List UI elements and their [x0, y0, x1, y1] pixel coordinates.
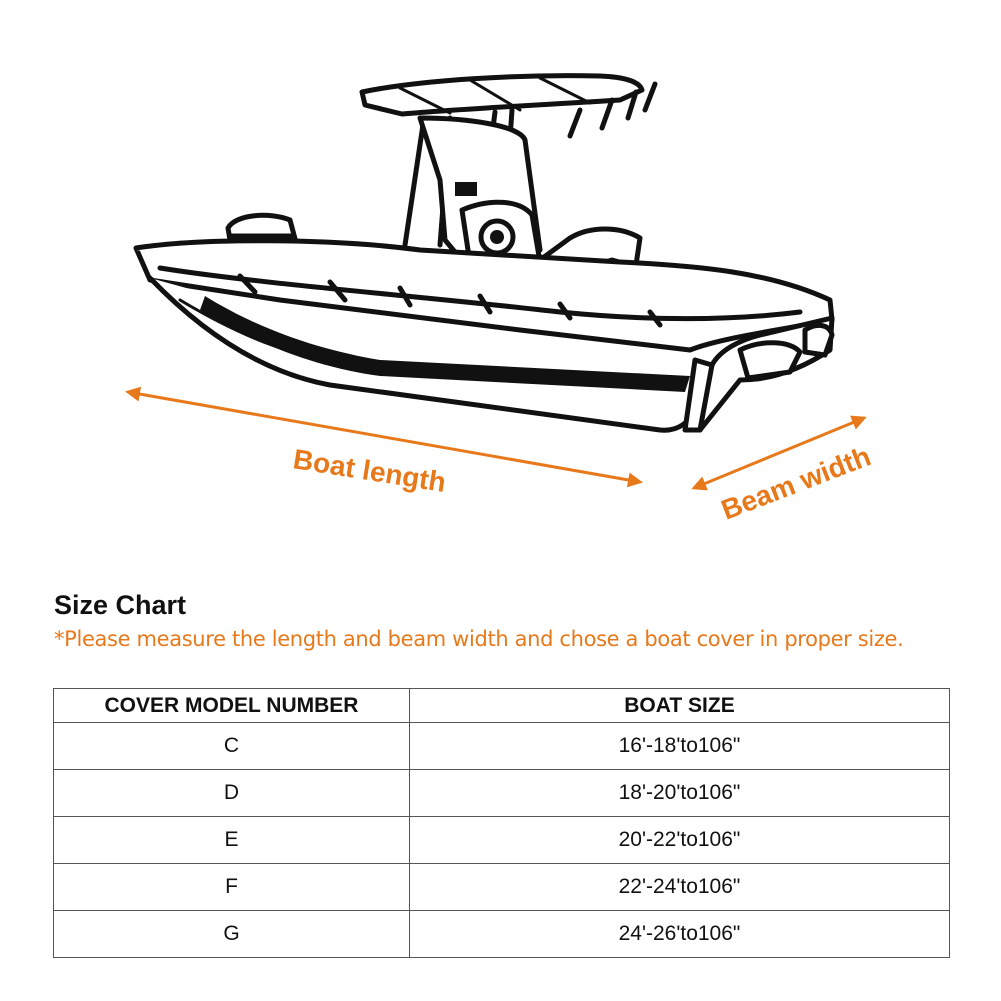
size-chart-table: [53, 688, 950, 958]
size-cell: 22'-24'to106": [410, 864, 950, 911]
model-cell: E: [54, 817, 410, 864]
size-cell: 24'-26'to106": [410, 911, 950, 958]
boat-illustration: [136, 76, 832, 431]
table-row: [54, 864, 950, 911]
size-cell: 16'-18'to106": [410, 723, 950, 770]
beam-width-label: Beam width: [717, 440, 875, 526]
model-cell: F: [54, 864, 410, 911]
table-row: [54, 817, 950, 864]
t-top-canopy: [362, 76, 642, 114]
boat-length-label: Boat length: [291, 443, 449, 499]
table-row: [54, 723, 950, 770]
model-cell: D: [54, 770, 410, 817]
table-row: [54, 911, 950, 958]
size-cell: 20'-22'to106": [410, 817, 950, 864]
size-cell: 18'-20'to106": [410, 770, 950, 817]
model-cell: C: [54, 723, 410, 770]
table-row: [54, 770, 950, 817]
size-chart-note: *Please measure the length and beam width and chose a boat cover in proper size.: [54, 627, 904, 651]
size-chart-title: Size Chart: [54, 590, 187, 620]
table-header-row: [54, 689, 950, 723]
model-cell: G: [54, 911, 410, 958]
header-boat-size: BOAT SIZE: [410, 689, 950, 723]
header-cover-model-number: COVER MODEL NUMBER: [54, 689, 410, 723]
